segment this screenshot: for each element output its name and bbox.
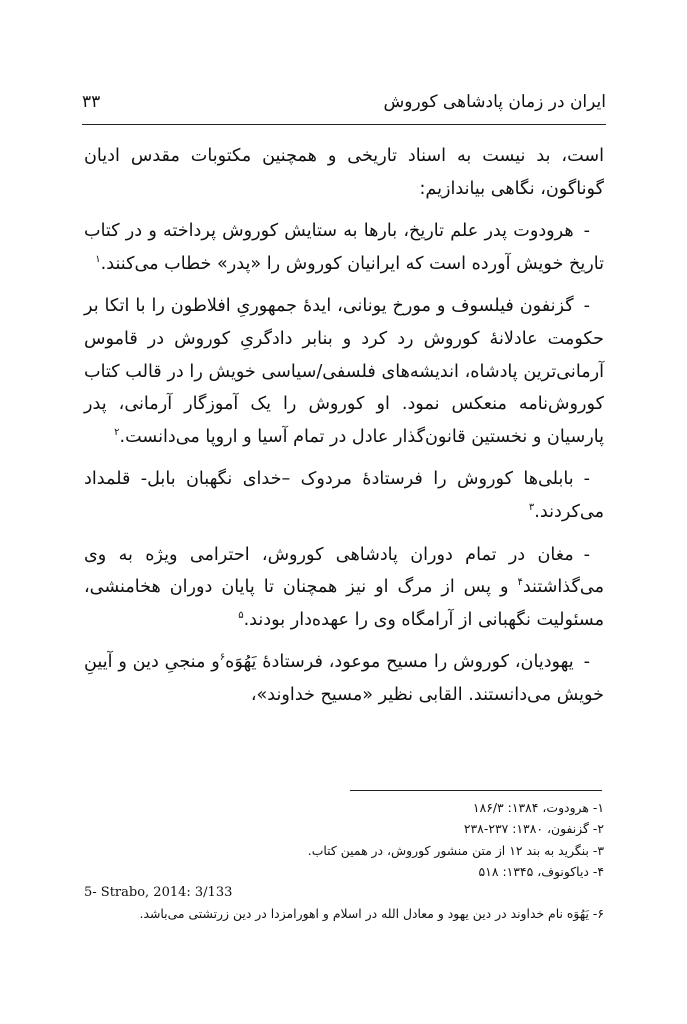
footnote-ref-1: ۱: [95, 253, 101, 265]
footnote-ref-2: ۲: [114, 426, 120, 438]
list-item-jews: [84, 646, 604, 711]
list-dash: -: [583, 469, 590, 490]
page-number: ۳۳: [82, 92, 101, 112]
footnote-4: ۴- دیاکونوف، ۱۳۴۵: ۵۱۸: [478, 863, 604, 879]
list-item-text: هرودوت پدر علم تاریخ، بارها به ستایش کوروش پرداخته و در کتاب تاریخ خویش آورده است که ایرانیان کوروش را «پدر» خطاب می‌کنند.: [84, 221, 604, 274]
footnote-6: ۶- یَهُوَه نام خداوند در دین یهود و معادل الله در اسلام و اهورامزدا در دین زرتشتی می‌باشد.: [139, 906, 604, 922]
footnote-3: ۳- بنگرید به بند ۱۲ از متن منشور کوروش، در همین کتاب.: [307, 842, 604, 858]
footnote-ref-5: ۵: [238, 609, 244, 621]
footnote-5: 5- Strabo, 2014: 3/133: [84, 885, 233, 901]
list-dash: -: [583, 544, 590, 565]
list-item-text-continued: و پس از مرگ او نیز همچنان تا پایان دوران هخامنشی، مسئولیت نگهبانی از آرامگاه وی را عهده‌دار بودند.: [84, 577, 604, 630]
list-item-magi: [84, 539, 604, 637]
intro-paragraph: است، بد نیست به اسناد تاریخی و همچنین مکتوبات مقدس ادیان گوناگون، نگاهی بیاندازیم:: [84, 146, 604, 199]
footnote-ref-4: ۴: [517, 577, 523, 589]
list-item-babylonians: [84, 463, 604, 528]
footnote-1: ۱- هرودوت، ۱۳۸۴: ۱۸۶/۳: [472, 800, 604, 815]
footnote-2: ۲- گزنفون، ۱۳۸۰: ۲۳۷-۲۳۸: [463, 821, 604, 837]
list-dash: -: [583, 652, 590, 673]
running-header: [82, 92, 606, 122]
footnotes: [84, 797, 604, 925]
list-item-text: یهودیان، کوروش را مسیح موعود، فرستادهٔ یَهُوَه: [225, 652, 574, 673]
list-item-text-continued: و منجیِ دین و آیینِ خویش می‌دانستند. القابی نظیر «مسیح خداوند»،: [84, 652, 604, 705]
body-text: [84, 140, 604, 722]
header-rule: [82, 124, 606, 125]
running-title: ایران در زمان پادشاهی کوروش: [383, 92, 606, 112]
footnote-ref-3: ۳: [528, 502, 535, 514]
list-item-text: بابلی‌ها کوروش را فرستادهٔ مردوک –خدای نگهبان بابل- قلمداد می‌کردند.: [84, 469, 604, 522]
list-item-xenophon: [84, 290, 604, 453]
footnote-separator: [350, 790, 602, 791]
list-item-text: مغان در تمام دوران پادشاهی کوروش، احترامی ویژه به وی می‌گذاشتند: [84, 544, 604, 598]
list-dash: -: [583, 221, 590, 242]
list-item-herodotus: [84, 215, 604, 280]
list-dash: -: [583, 296, 590, 317]
list-item-text: گزنفون فیلسوف و مورخ یونانی، ایدهٔ جمهوریِ افلاطون را با اتکا بر حکومت عادلانهٔ کوروش رد کرد و بنابر دادگریِ کوروش در قاموس آرمانی‌ترین پادشاه، اندیشه‌های فلسفی/سیاسی خویش را در قالب کتاب کوروش‌نامه منعکس نمود. او کوروش را یک آموزگار آرمانی، پدر پارسیان و نخستین قانون‌گذار عادل در تمام آسیا و اروپا می‌دانست.: [84, 296, 604, 447]
footnote-ref-6: ۶: [219, 652, 226, 664]
